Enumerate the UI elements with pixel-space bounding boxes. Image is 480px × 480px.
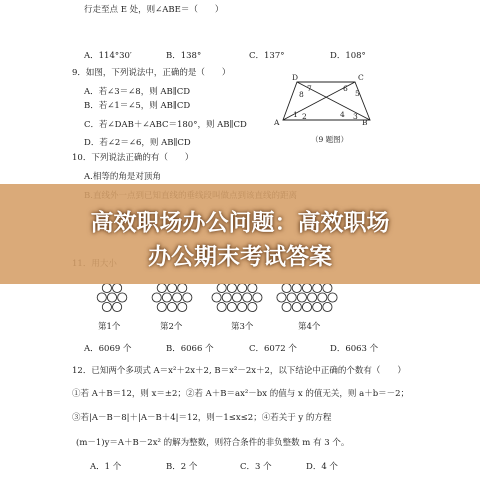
ring-circle	[217, 302, 226, 311]
ring-circle	[113, 302, 122, 311]
q12-statement-4-cont: (m－1)y＝A＋B－2x² 的解为整数，则符合条件的非负整数 m 有 3 个。	[76, 438, 350, 448]
ring-circle	[227, 283, 236, 292]
ring-circle	[97, 293, 106, 302]
q11-option-c: C．6072 个	[249, 344, 297, 354]
q11-option-a: A．6069 个	[84, 344, 132, 354]
q10-stem: 10．下列说法正确的有（ ）	[72, 153, 194, 163]
angle-7-label: 7	[307, 84, 312, 93]
ring-circle	[253, 293, 262, 302]
q12-option-c: C．3 个	[240, 462, 272, 472]
ring-circle	[157, 302, 166, 311]
q8-option-b: B．138°	[166, 51, 202, 61]
q8-stem-tail: 行走至点 E 处，则∠ABE＝（ ）	[84, 5, 224, 15]
banner-title-line-2: 办公期末考试答案	[148, 244, 332, 270]
q9-option-d: D．若∠2＝∠6，则 AB∥CD	[84, 138, 191, 148]
ring-circle	[328, 293, 337, 302]
q9-option-b: B．若∠1＝∠5，则 AB∥CD	[84, 101, 191, 111]
ring-circle	[302, 302, 311, 311]
angle-8-label: 8	[299, 90, 304, 99]
pattern-label-4: 第4个	[298, 322, 321, 332]
ring-circle	[102, 302, 111, 311]
ring-circle	[248, 302, 257, 311]
ring-circle	[113, 283, 122, 292]
q11-option-d: D．6063 个	[330, 344, 379, 354]
banner-title-line-1: 高效职场办公问题：高效职场	[90, 210, 390, 236]
ring-circle	[107, 293, 116, 302]
ring-circle	[282, 283, 291, 292]
ring-circle	[318, 293, 327, 302]
ring-circle	[167, 283, 176, 292]
ring-circle	[248, 283, 257, 292]
angle-5-label: 5	[355, 89, 360, 98]
angle-1-label: 1	[293, 110, 298, 119]
ring-circle	[162, 293, 171, 302]
ring-circle	[217, 283, 226, 292]
ring-circle	[212, 293, 221, 302]
ring-circle	[152, 293, 161, 302]
ring-circle	[178, 283, 187, 292]
q12-statement-3-4: ③若|A－B－8|＋|A－B＋4|＝12，则－1≤x≤2；④若关于 y 的方程	[72, 413, 332, 423]
q12-option-a: A．1 个	[90, 462, 122, 472]
ring-circle	[102, 283, 111, 292]
ring-circle	[313, 283, 322, 292]
angle-4-label: 4	[340, 110, 345, 119]
q12-option-b: B．2 个	[166, 462, 198, 472]
q8-option-d: D．108°	[330, 51, 366, 61]
pattern-label-1: 第1个	[98, 322, 121, 332]
ring-circle	[313, 302, 322, 311]
ring-circle	[302, 283, 311, 292]
vertex-b-label: B	[362, 118, 368, 127]
figure-caption: （9 题图）	[311, 135, 349, 144]
q9-stem: 9．如图，下列说法中，正确的是（ ）	[72, 68, 231, 78]
ring-circle	[178, 302, 187, 311]
q8-option-c: C．137°	[249, 51, 285, 61]
pattern-label-3: 第3个	[231, 322, 254, 332]
vertex-c-label: C	[358, 73, 364, 82]
ring-circle	[183, 293, 192, 302]
ring-circle	[157, 283, 166, 292]
ring-circle	[243, 293, 252, 302]
q9-option-a: A．若∠3＝∠8，则 AB∥CD	[84, 87, 191, 97]
q8-option-a: A．114°30′	[84, 51, 132, 61]
angle-3-label: 3	[353, 112, 358, 121]
ring-circle	[173, 293, 182, 302]
ring-circle	[282, 302, 291, 311]
q9-option-c: C．若∠DAB＋∠ABC＝180°，则 AB∥CD	[84, 120, 247, 130]
ring-circle	[238, 302, 247, 311]
q12-stem: 12．已知两个多项式 A＝x²＋2x＋2, B＝x²－2x＋2，以下结论中正确的个数有（ ）	[72, 366, 406, 376]
ring-circle	[323, 283, 332, 292]
ring-circle	[308, 293, 317, 302]
vertex-d-label: D	[292, 73, 299, 82]
ring-circle	[297, 293, 306, 302]
q12-statement-1-2: ①若 A＋B＝12，则 x＝±2；②若 A＋B＝ax²－bx 的值与 x 的值无关，则 a＋b＝－2；	[72, 389, 410, 399]
angle-2-label: 2	[302, 112, 307, 121]
q12-option-d: D．4 个	[306, 462, 338, 472]
ring-circle	[227, 302, 236, 311]
ring-circle	[232, 293, 241, 302]
ring-circle	[323, 302, 332, 311]
ring-circle	[222, 293, 231, 302]
vertex-a-label: A	[274, 118, 280, 127]
ring-circle	[167, 302, 176, 311]
ring-circle	[277, 293, 286, 302]
ring-circle	[292, 283, 301, 292]
ring-circle	[292, 302, 301, 311]
ring-circle	[238, 283, 247, 292]
q11-option-b: B．6066 个	[166, 344, 214, 354]
angle-6-label: 6	[343, 84, 348, 93]
title-banner	[0, 184, 480, 284]
ring-circle	[118, 293, 127, 302]
q10-option-a: A.相等的角是对顶角	[84, 172, 161, 182]
pattern-label-2: 第2个	[160, 322, 183, 332]
ring-circle	[287, 293, 296, 302]
